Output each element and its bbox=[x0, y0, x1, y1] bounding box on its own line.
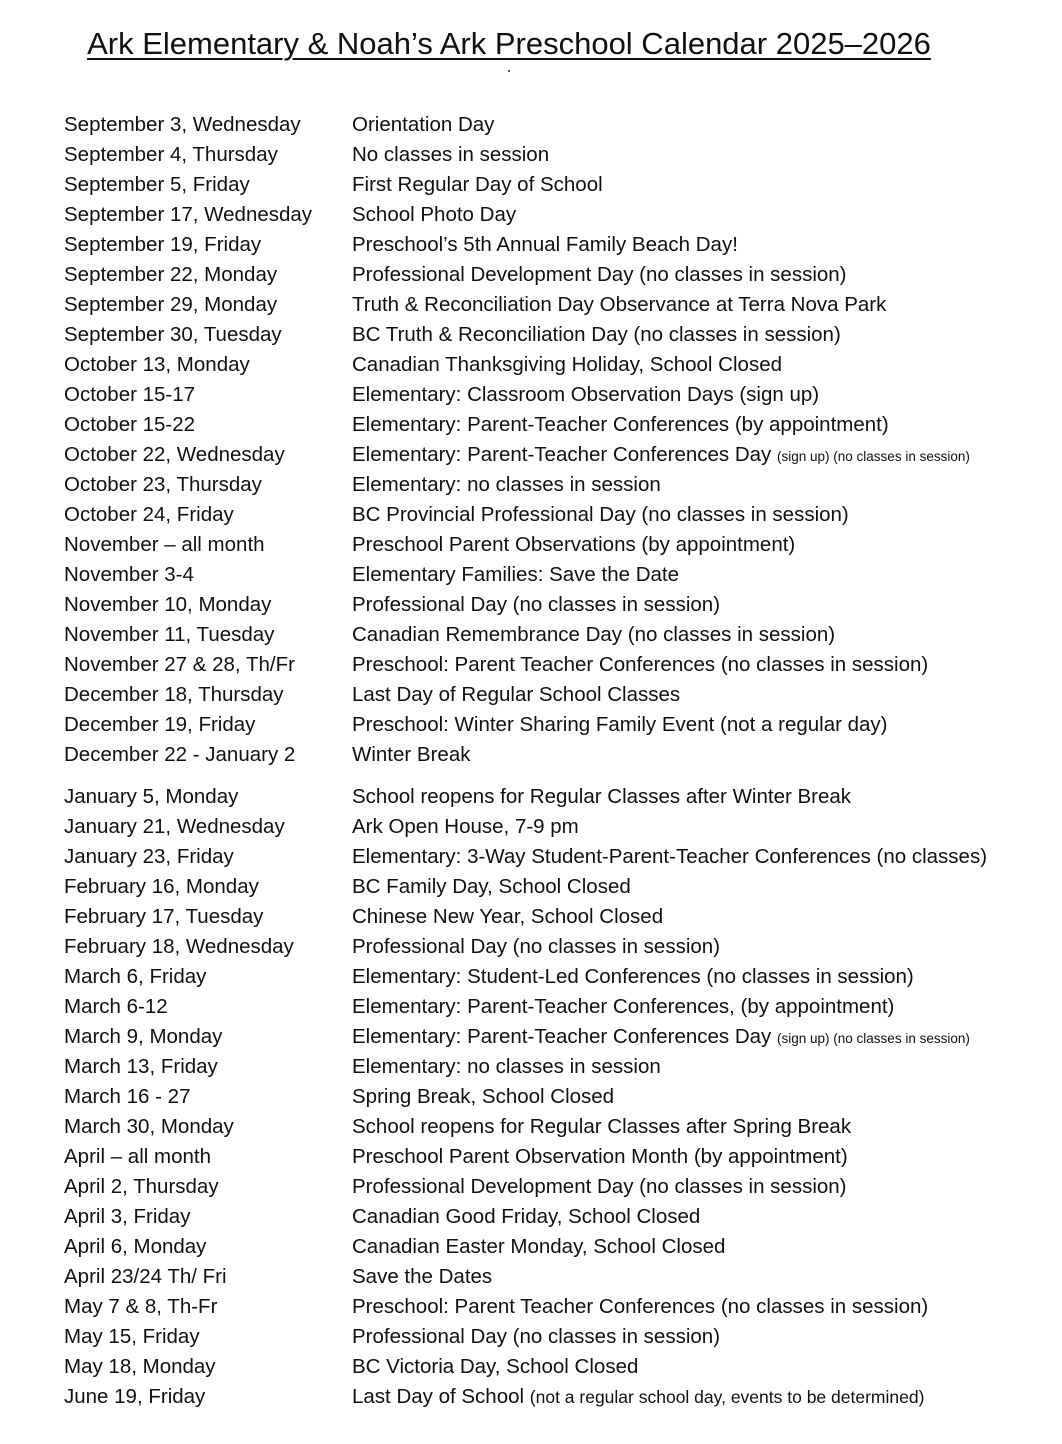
row-event: School reopens for Regular Classes after Winter Break bbox=[352, 785, 852, 808]
row-event: Canadian Thanksgiving Holiday, School Closed bbox=[352, 353, 782, 376]
calendar-row bbox=[64, 902, 1054, 932]
calendar-row bbox=[64, 440, 1054, 470]
row-date: October 22, Wednesday bbox=[64, 443, 285, 466]
row-date: November 10, Monday bbox=[64, 593, 272, 616]
calendar-row bbox=[64, 650, 1054, 680]
row-event: Elementary: no classes in session bbox=[352, 473, 661, 496]
row-event: Preschool: Parent Teacher Conferences (no classes in session) bbox=[352, 1295, 929, 1318]
row-date: April 3, Friday bbox=[64, 1205, 191, 1228]
calendar-row bbox=[64, 290, 1054, 320]
row-event: Elementary: Student-Led Conferences (no classes in session) bbox=[352, 965, 914, 988]
row-event: School Photo Day bbox=[352, 203, 517, 226]
row-event: Professional Day (no classes in session) bbox=[352, 593, 721, 616]
calendar-row bbox=[64, 230, 1054, 260]
calendar-row bbox=[64, 962, 1054, 992]
page-title: Ark Elementary & Noah’s Ark Preschool Calendar 2025–2026 bbox=[87, 26, 931, 61]
row-event bbox=[352, 443, 970, 467]
row-event: Preschool: Parent Teacher Conferences (no classes in session) bbox=[352, 653, 929, 676]
row-event-note: (sign up) (no classes in session) bbox=[777, 1031, 970, 1046]
calendar-row bbox=[64, 170, 1054, 200]
row-date: February 18, Wednesday bbox=[64, 935, 294, 958]
row-event: First Regular Day of School bbox=[352, 173, 603, 196]
calendar-row bbox=[64, 710, 1054, 740]
calendar-row bbox=[64, 470, 1054, 500]
row-date: January 21, Wednesday bbox=[64, 815, 285, 838]
row-date: December 22 - January 2 bbox=[64, 743, 296, 766]
row-date: March 6-12 bbox=[64, 995, 168, 1018]
row-date: September 19, Friday bbox=[64, 233, 262, 256]
row-event: BC Provincial Professional Day (no classes in session) bbox=[352, 503, 849, 526]
row-date: October 24, Friday bbox=[64, 503, 234, 526]
row-date: September 17, Wednesday bbox=[64, 203, 313, 226]
row-event: Professional Day (no classes in session) bbox=[352, 935, 721, 958]
calendar-row bbox=[64, 410, 1054, 440]
calendar-row bbox=[64, 320, 1054, 350]
row-date: May 18, Monday bbox=[64, 1355, 216, 1378]
calendar-row bbox=[64, 1202, 1054, 1232]
row-event-text: Elementary: Parent-Teacher Conferences Day bbox=[352, 1025, 772, 1048]
row-event: Last Day of Regular School Classes bbox=[352, 683, 681, 706]
calendar-row bbox=[64, 1112, 1054, 1142]
row-date: February 16, Monday bbox=[64, 875, 259, 898]
row-event: Elementary: Parent-Teacher Conferences (by appointment) bbox=[352, 413, 889, 436]
calendar-row bbox=[64, 680, 1054, 710]
row-event: BC Victoria Day, School Closed bbox=[352, 1355, 639, 1378]
row-date: November 27 & 28, Th/Fr bbox=[64, 653, 295, 676]
row-event: Preschool: Winter Sharing Family Event (not a regular day) bbox=[352, 713, 888, 736]
calendar-row bbox=[64, 260, 1054, 290]
calendar-row bbox=[64, 1142, 1054, 1172]
row-date: January 5, Monday bbox=[64, 785, 239, 808]
row-event: BC Family Day, School Closed bbox=[352, 875, 631, 898]
row-date: October 15-22 bbox=[64, 413, 196, 436]
calendar-row bbox=[64, 530, 1054, 560]
row-event: Canadian Remembrance Day (no classes in session) bbox=[352, 623, 836, 646]
row-event: Canadian Good Friday, School Closed bbox=[352, 1205, 701, 1228]
row-event-note: (not a regular school day, events to be determined) bbox=[529, 1387, 925, 1407]
row-date: March 30, Monday bbox=[64, 1115, 234, 1138]
calendar-row bbox=[64, 812, 1054, 842]
row-event: Elementary: no classes in session bbox=[352, 1055, 661, 1078]
row-date: November – all month bbox=[64, 533, 265, 556]
calendar-row bbox=[64, 1352, 1054, 1382]
calendar-row bbox=[64, 110, 1054, 140]
row-date: April 23/24 Th/ Fri bbox=[64, 1265, 227, 1288]
calendar-row bbox=[64, 1322, 1054, 1352]
row-date: October 23, Thursday bbox=[64, 473, 262, 496]
calendar-row bbox=[64, 740, 1054, 770]
row-date: March 16 - 27 bbox=[64, 1085, 191, 1108]
calendar-row bbox=[64, 590, 1054, 620]
calendar-row bbox=[64, 1382, 1054, 1412]
row-event: Preschool Parent Observations (by appointment) bbox=[352, 533, 796, 556]
row-date: March 6, Friday bbox=[64, 965, 207, 988]
calendar-row bbox=[64, 932, 1054, 962]
row-event: Spring Break, School Closed bbox=[352, 1085, 615, 1108]
calendar-row bbox=[64, 560, 1054, 590]
row-event: Professional Day (no classes in session) bbox=[352, 1325, 721, 1348]
row-event: Elementary: Classroom Observation Days (sign up) bbox=[352, 383, 820, 406]
row-date: September 30, Tuesday bbox=[64, 323, 282, 346]
row-date: March 13, Friday bbox=[64, 1055, 218, 1078]
calendar-row bbox=[64, 1262, 1054, 1292]
calendar-row bbox=[64, 350, 1054, 380]
row-date: June 19, Friday bbox=[64, 1385, 206, 1408]
row-date: December 18, Thursday bbox=[64, 683, 284, 706]
row-date: October 15-17 bbox=[64, 383, 196, 406]
row-date: November 11, Tuesday bbox=[64, 623, 275, 646]
row-date: September 3, Wednesday bbox=[64, 113, 301, 136]
row-event: Ark Open House, 7-9 pm bbox=[352, 815, 579, 838]
row-event: Truth & Reconciliation Day Observance at Terra Nova Park bbox=[352, 293, 887, 316]
row-date: February 17, Tuesday bbox=[64, 905, 264, 928]
row-date: May 7 & 8, Th-Fr bbox=[64, 1295, 218, 1318]
calendar-row bbox=[64, 1292, 1054, 1322]
row-event: Preschool’s 5th Annual Family Beach Day! bbox=[352, 233, 738, 256]
row-date: September 22, Monday bbox=[64, 263, 278, 286]
row-date: April – all month bbox=[64, 1145, 211, 1168]
row-event: No classes in session bbox=[352, 143, 550, 166]
calendar-row bbox=[64, 782, 1054, 812]
row-event: Preschool Parent Observation Month (by appointment) bbox=[352, 1145, 848, 1168]
row-event: BC Truth & Reconciliation Day (no classes in session) bbox=[352, 323, 841, 346]
calendar-row bbox=[64, 1082, 1054, 1112]
row-event-note: (sign up) (no classes in session) bbox=[777, 449, 970, 464]
row-event: Save the Dates bbox=[352, 1265, 493, 1288]
row-event: Orientation Day bbox=[352, 113, 495, 136]
calendar-list bbox=[64, 110, 1054, 1412]
row-date: March 9, Monday bbox=[64, 1025, 223, 1048]
row-date: April 6, Monday bbox=[64, 1235, 207, 1258]
row-date: April 2, Thursday bbox=[64, 1175, 219, 1198]
row-event: Winter Break bbox=[352, 743, 471, 766]
row-event: Elementary: Parent-Teacher Conferences, (by appointment) bbox=[352, 995, 895, 1018]
row-date: January 23, Friday bbox=[64, 845, 234, 868]
calendar-row bbox=[64, 500, 1054, 530]
calendar-row bbox=[64, 842, 1054, 872]
stray-dot bbox=[508, 70, 510, 72]
calendar-row bbox=[64, 140, 1054, 170]
row-date: September 4, Thursday bbox=[64, 143, 278, 166]
calendar-row bbox=[64, 872, 1054, 902]
calendar-row bbox=[64, 1172, 1054, 1202]
row-event: Elementary: 3-Way Student-Parent-Teacher Conferences (no classes) bbox=[352, 845, 988, 868]
row-event-text: Elementary: Parent-Teacher Conferences Day bbox=[352, 443, 772, 466]
row-event: Chinese New Year, School Closed bbox=[352, 905, 664, 928]
row-date: September 5, Friday bbox=[64, 173, 250, 196]
calendar-row bbox=[64, 1052, 1054, 1082]
row-date: October 13, Monday bbox=[64, 353, 250, 376]
row-event: Professional Development Day (no classes in session) bbox=[352, 263, 847, 286]
calendar-row bbox=[64, 620, 1054, 650]
row-event bbox=[352, 1385, 924, 1409]
calendar-row bbox=[64, 380, 1054, 410]
calendar-row bbox=[64, 200, 1054, 230]
row-event: Elementary Families: Save the Date bbox=[352, 563, 679, 586]
row-event-text: Last Day of School bbox=[352, 1385, 525, 1408]
calendar-row bbox=[64, 1022, 1054, 1052]
row-event: School reopens for Regular Classes after Spring Break bbox=[352, 1115, 852, 1138]
row-date: May 15, Friday bbox=[64, 1325, 200, 1348]
row-date: September 29, Monday bbox=[64, 293, 278, 316]
row-event: Canadian Easter Monday, School Closed bbox=[352, 1235, 726, 1258]
row-event: Professional Development Day (no classes in session) bbox=[352, 1175, 847, 1198]
row-event bbox=[352, 1025, 970, 1049]
calendar-row bbox=[64, 992, 1054, 1022]
row-date: December 19, Friday bbox=[64, 713, 256, 736]
calendar-row bbox=[64, 1232, 1054, 1262]
row-date: November 3-4 bbox=[64, 563, 194, 586]
